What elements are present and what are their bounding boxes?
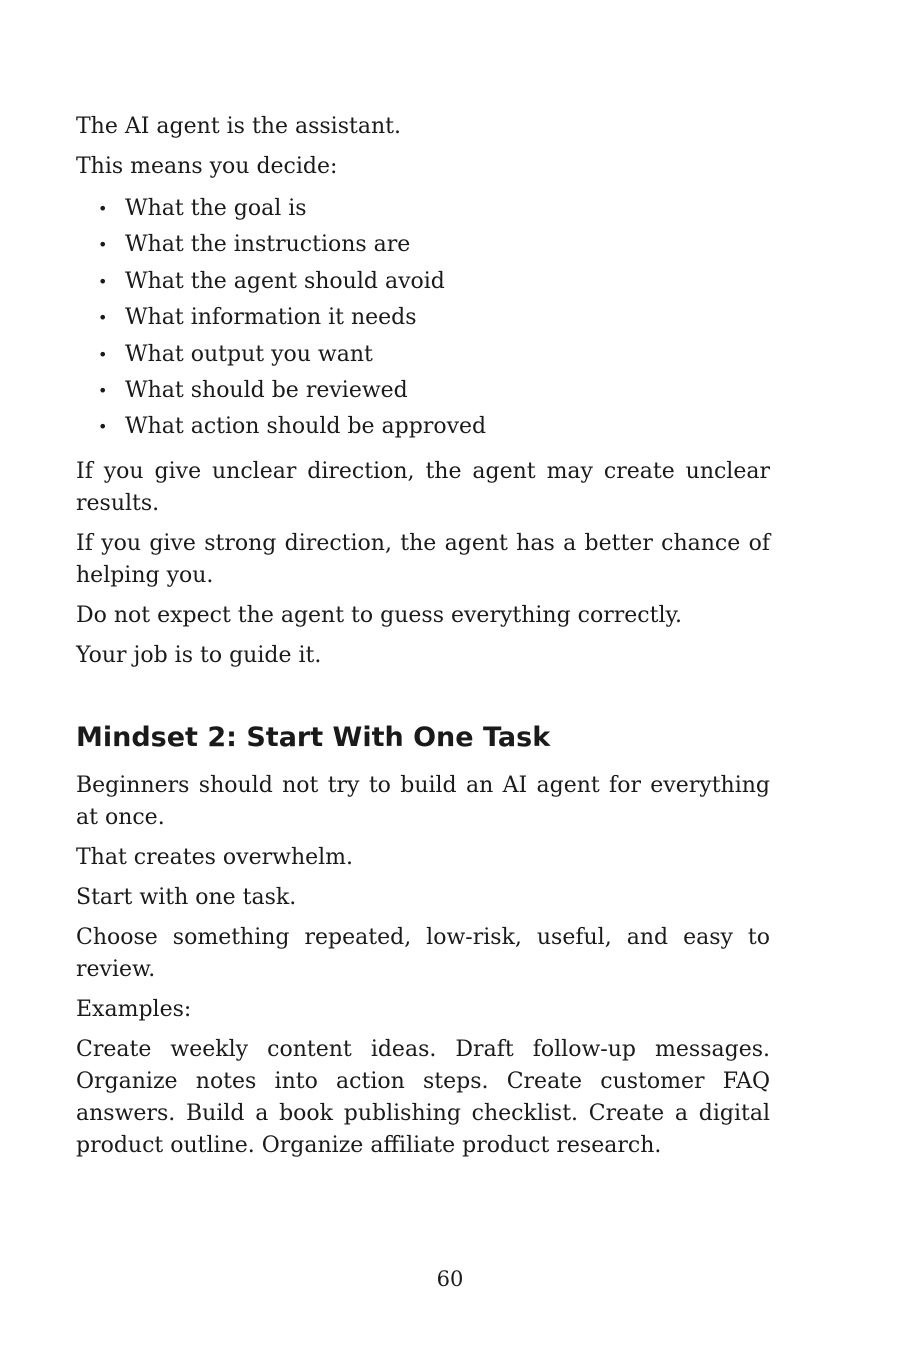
paragraph-strong-direction: If you give strong direction, the agent has a better chance of helping you.: [76, 530, 770, 588]
paragraph-start-one-task: Start with one task.: [76, 884, 297, 910]
paragraph-examples: Create weekly content ideas. Draft follow-up messages. Organize notes into action steps. Create customer FAQ answers. Build a book publishing checklist. Create a digital product outline. Organize affiliate product research.: [76, 1036, 770, 1158]
list-item: • What the goal is: [76, 191, 770, 227]
section-heading: Mindset 2: Start With One Task: [76, 721, 551, 753]
list-item: • What information it needs: [76, 300, 770, 336]
paragraph-do-not-expect: Do not expect the agent to guess everything correctly.: [76, 602, 682, 628]
decide-list: [76, 191, 770, 446]
paragraph-beginners: Beginners should not try to build an AI agent for everything at once.: [76, 772, 770, 830]
paragraph-your-job: Your job is to guide it.: [76, 642, 322, 668]
page-number: 60: [436, 1267, 464, 1291]
bullet-icon: •: [98, 417, 108, 437]
paragraph-overwhelm: That creates overwhelm.: [76, 844, 354, 870]
intro-paragraph-2: This means you decide:: [76, 154, 338, 179]
bullet-icon: •: [98, 308, 108, 328]
paragraph-examples-label: Examples:: [76, 996, 192, 1022]
page-content: [76, 111, 770, 1170]
paragraph-unclear-direction: If you give unclear direction, the agent may create unclear results.: [76, 458, 770, 516]
list-item: • What the instructions are: [76, 227, 770, 263]
list-item: • What should be reviewed: [76, 373, 770, 409]
bullet-icon: •: [98, 235, 108, 255]
intro-paragraph-1: The AI agent is the assistant.: [76, 114, 401, 139]
bullet-icon: •: [98, 381, 108, 401]
bullet-icon: •: [98, 199, 108, 218]
list-item: • What action should be approved: [76, 409, 770, 445]
paragraph-choose-something: Choose something repeated, low-risk, useful, and easy to review.: [76, 924, 770, 982]
bullet-icon: •: [98, 271, 108, 291]
list-item: • What output you want: [76, 337, 770, 373]
list-item: • What the agent should avoid: [76, 264, 770, 300]
bullet-icon: •: [98, 344, 108, 364]
